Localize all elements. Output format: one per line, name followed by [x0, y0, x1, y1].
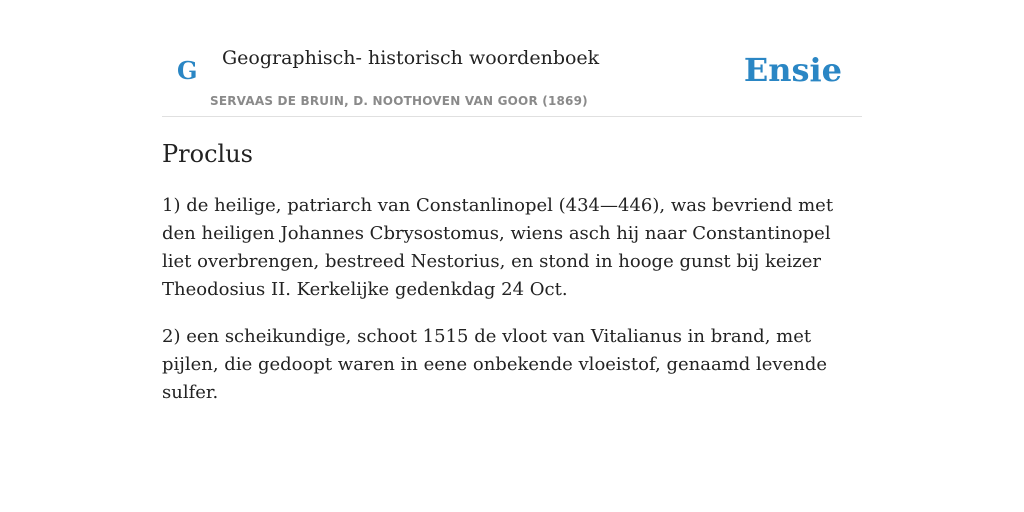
- book-title-link[interactable]: Geographisch- historisch woordenboek: [222, 47, 600, 69]
- entry-title: Proclus: [162, 140, 253, 168]
- entry-paragraph: 1) de heilige, patriarch van Constanlinopel (434—446), was bevriend met den heiligen Johannes Cbrysostomus, wiens asch hij naar Constantinopel liet overbrengen, bestreed Nestorius, en stond in hooge gunst bij keizer Theodosius II. Kerkelijke gedenkdag 24 Oct.: [162, 195, 834, 300]
- ensie-logo[interactable]: Ensie: [743, 51, 842, 89]
- book-authors: SERVAAS DE BRUIN, D. NOOTHOVEN VAN GOOR (1869): [210, 94, 588, 108]
- book-logo-icon[interactable]: G: [177, 56, 198, 85]
- entry-article: [162, 136, 862, 407]
- header: [162, 0, 862, 117]
- entry-paragraph: 2) een scheikundige, schoot 1515 de vloot van Vitalianus in brand, met pijlen, die gedoopt waren in eene onbekende vloeistof, genaamd levende sulfer.: [162, 326, 827, 403]
